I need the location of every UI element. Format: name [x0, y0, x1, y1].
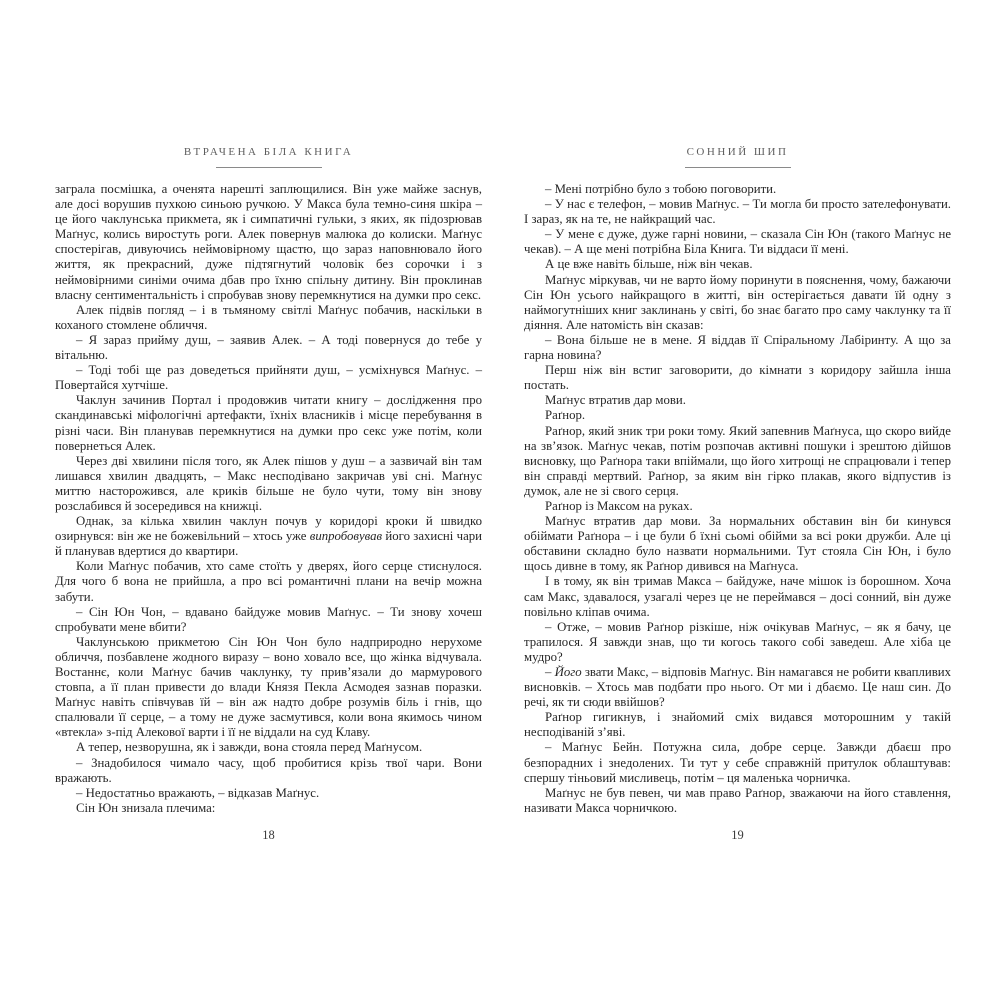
body-paragraph: Однак, за кілька хвилин чаклун почув у коридорі кроки й швидко озирнувся: він же не божевільний – хтось уже випробовував його захисні чари й планував вдертися до квартири. — [55, 514, 482, 559]
body-paragraph: А це вже навіть більше, ніж він чекав. — [545, 257, 753, 272]
body-paragraph: А тепер, незворушна, як і завжди, вона стояла перед Маґнусом. — [76, 740, 423, 755]
body-paragraph: – Я зараз прийму душ, – заявив Алек. – А тоді повернуся до тебе у вітальню. — [55, 332, 482, 363]
body-paragraph: – У нас є телефон, – мовив Маґнус. – Ти могла би просто зателефонувати. І зараз, як на те, не найкращий час. — [524, 197, 951, 227]
running-header-right: СОННИЙ ШИП — [686, 146, 789, 158]
body-paragraph: Раґнор. — [545, 408, 586, 423]
body-paragraph: заграла посмішка, а оченята нарешті заплющилися. Він уже майже заснув, але досі ворушив пухкою синьою ручкою. У Макса була темно-синя шкіра – це його чаклунська прикмета, як і симпатичні гульки, з яких, як підозрював Маґнус, колись виростуть роги. Алек повернув малюка до колиски. Маґнус спостерігав, дивуючись неймовірному щастю, що зараз наповнювало його життя, як прекрасний, дуже підтягнутий чоловік без сорочки і з неймовірними синіми очима дбав про їхню спільну дитину. Він проклинав власну сентиментальність і спробував знову перемкнутися на думки про секс. — [55, 182, 482, 302]
body-paragraph: Чаклунською прикметою Сін Юн Чон було надприродно нерухоме обличчя, позбавлене жодного виразу – воно ховало все, що жінка відчувала. Востаннє, коли Маґнус бачив чаклунку, ту прив’язали до мармурового стовпа, а її план привести до влади Князя Пекла Асмодея зазнав поразки. Маґнус навіть співчував їй – він аж надто добре розумів біль і гнів, що спалювали її серце, – а тому не дуже засмутився, коли вона якимось чином «втекла» з-під Алекової варти і її не віддали на суд Клаву. — [55, 634, 482, 740]
page-body-left — [55, 182, 482, 816]
page-number-right: 19 — [731, 828, 744, 842]
body-paragraph: Алек підвів погляд – і в тьмяному світлі Маґнус побачив, наскільки в коханого стомлене обличчя. — [55, 302, 482, 332]
body-paragraph: – Вона більше не в мене. Я віддав її Спіральному Лабіринту. А що за гарна новина? — [524, 332, 951, 363]
body-paragraph: Перш ніж він встиг заговорити, до кімнати з коридору зайшла інша постать. — [524, 363, 951, 393]
body-paragraph: – Знадобилося чимало часу, щоб пробитися крізь твої чари. Вони вражають. — [55, 755, 482, 785]
body-paragraph: Маґнус втратив дар мови. За нормальних обставин він би кинувся обіймати Раґнора – і це були б їхні сьомі обійми за всі роки дружби. Але ці обставини складно було назвати нормальними. Тут стояла Сін Юн, і було щось дивне в тому, як Раґнор дивився на Маґнуса. — [524, 514, 951, 574]
body-paragraph: – Сін Юн Чон, – вдавано байдуже мовив Маґнус. – Ти знову хочеш спробувати мене вбити? — [55, 604, 482, 634]
body-paragraph: Маґнус не був певен, чи мав право Раґнор, зважаючи на його ставлення, називати Макса чорничкою. — [524, 785, 951, 815]
body-paragraph: – Отже, – мовив Раґнор різкіше, ніж очікував Маґнус, – як я бачу, це трапилося. Я завжди знав, що ти когось такого собі заведеш. Але хіба це мудро? — [524, 619, 951, 664]
body-paragraph: І в тому, як він тримав Макса – байдуже, наче мішок із борошном. Хоча сам Макс, здавалося, узагалі через це не переймався – досі сонний, він дуже повільно кліпав очима. — [524, 574, 951, 619]
body-paragraph: Раґнор із Максом на руках. — [545, 498, 693, 513]
header-rule-left — [216, 167, 322, 168]
body-paragraph: – Його звати Макс, – відповів Маґнус. Він намагався не робити квапливих висновків. – Хтось мав подбати про нього. От ми і дбаємо. Це наш син. До речі, як ти сюди ввійшов? — [524, 665, 951, 710]
body-paragraph: Раґнор, який зник три роки тому. Який запевнив Маґнуса, що скоро вийде на зв’язок. Маґнус чекав, потім розпочав активні пошуки і зрештою дійшов висновку, що Раґнора таки впіймали, що його хитрощі не спрацювали і тепер він справді мертвий. Раґнор, за яким він гірко плакав, якого відпустив із думок, але не зі свого серця. — [524, 423, 951, 498]
book-spread — [55, 146, 951, 866]
body-paragraph: – Маґнус Бейн. Потужна сила, добре серце. Завжди дбаєш про безпорадних і знедолених. Ти тут у себе справжній притулок облаштував: спершу тіньовий мисливець, потім – ця маленька чорничка. — [524, 740, 951, 785]
running-header-left: ВТРАЧЕНА БІЛА КНИГА — [183, 146, 354, 158]
body-paragraph: – Недостатньо вражають, – відказав Маґнус. — [76, 785, 320, 800]
page-right — [524, 146, 951, 866]
body-paragraph: – Тоді тобі ще раз доведеться прийняти душ, – усміхнувся Маґнус. – Повертайся хутчіше. — [55, 363, 482, 393]
page-number-left: 18 — [262, 828, 275, 842]
body-paragraph: Маґнус міркував, чи не варто йому поринути в пояснення, чому, бажаючи Сін Юн усього найкращого в житті, він остерігається давати їй одну з наймогутніших книг заклинань у світі, бо знає багато про саму чаклунку та її діяння. Але натомість він сказав: — [524, 272, 951, 332]
body-paragraph: – Мені потрібно було з тобою поговорити. — [545, 182, 777, 196]
body-paragraph: Чаклун зачинив Портал і продовжив читати книгу – дослідження про скандинавські міфологічні артефакти, їхніх власників і місце перебування в різні часи. Він планував перемкнутися на думки про секс уже потім, коли повернеться Алек. — [55, 393, 482, 453]
body-paragraph: Раґнор гигикнув, і знайомий сміх видався моторошним у такій несподіваній з’яві. — [524, 710, 951, 740]
page-left — [55, 146, 482, 866]
body-paragraph: Коли Маґнус побачив, хто саме стоїть у дверях, його серце стиснулося. Для чого б вона не прийшла, а про всі романтичні плани на вечір можна забути. — [55, 559, 482, 604]
body-paragraph: Через дві хвилини після того, як Алек пішов у душ – а зазвичай він там лишався хвилин двадцять, – Макс несподівано закричав уві сні. Маґнус миттю насторожився, але криків більше не було чути, тому він знову розслабився й зосередився на книжці. — [55, 453, 482, 513]
body-paragraph: Маґнус втратив дар мови. — [545, 393, 686, 408]
body-paragraph: – У мене є дуже, дуже гарні новини, – сказала Сін Юн (такого Маґнус не чекав). – А ще мені потрібна Біла Книга. Ти віддаси її мені. — [524, 227, 951, 257]
body-paragraph: Сін Юн знизала плечима: — [76, 800, 216, 815]
page-body-right — [524, 182, 951, 816]
header-rule-right — [685, 167, 791, 168]
